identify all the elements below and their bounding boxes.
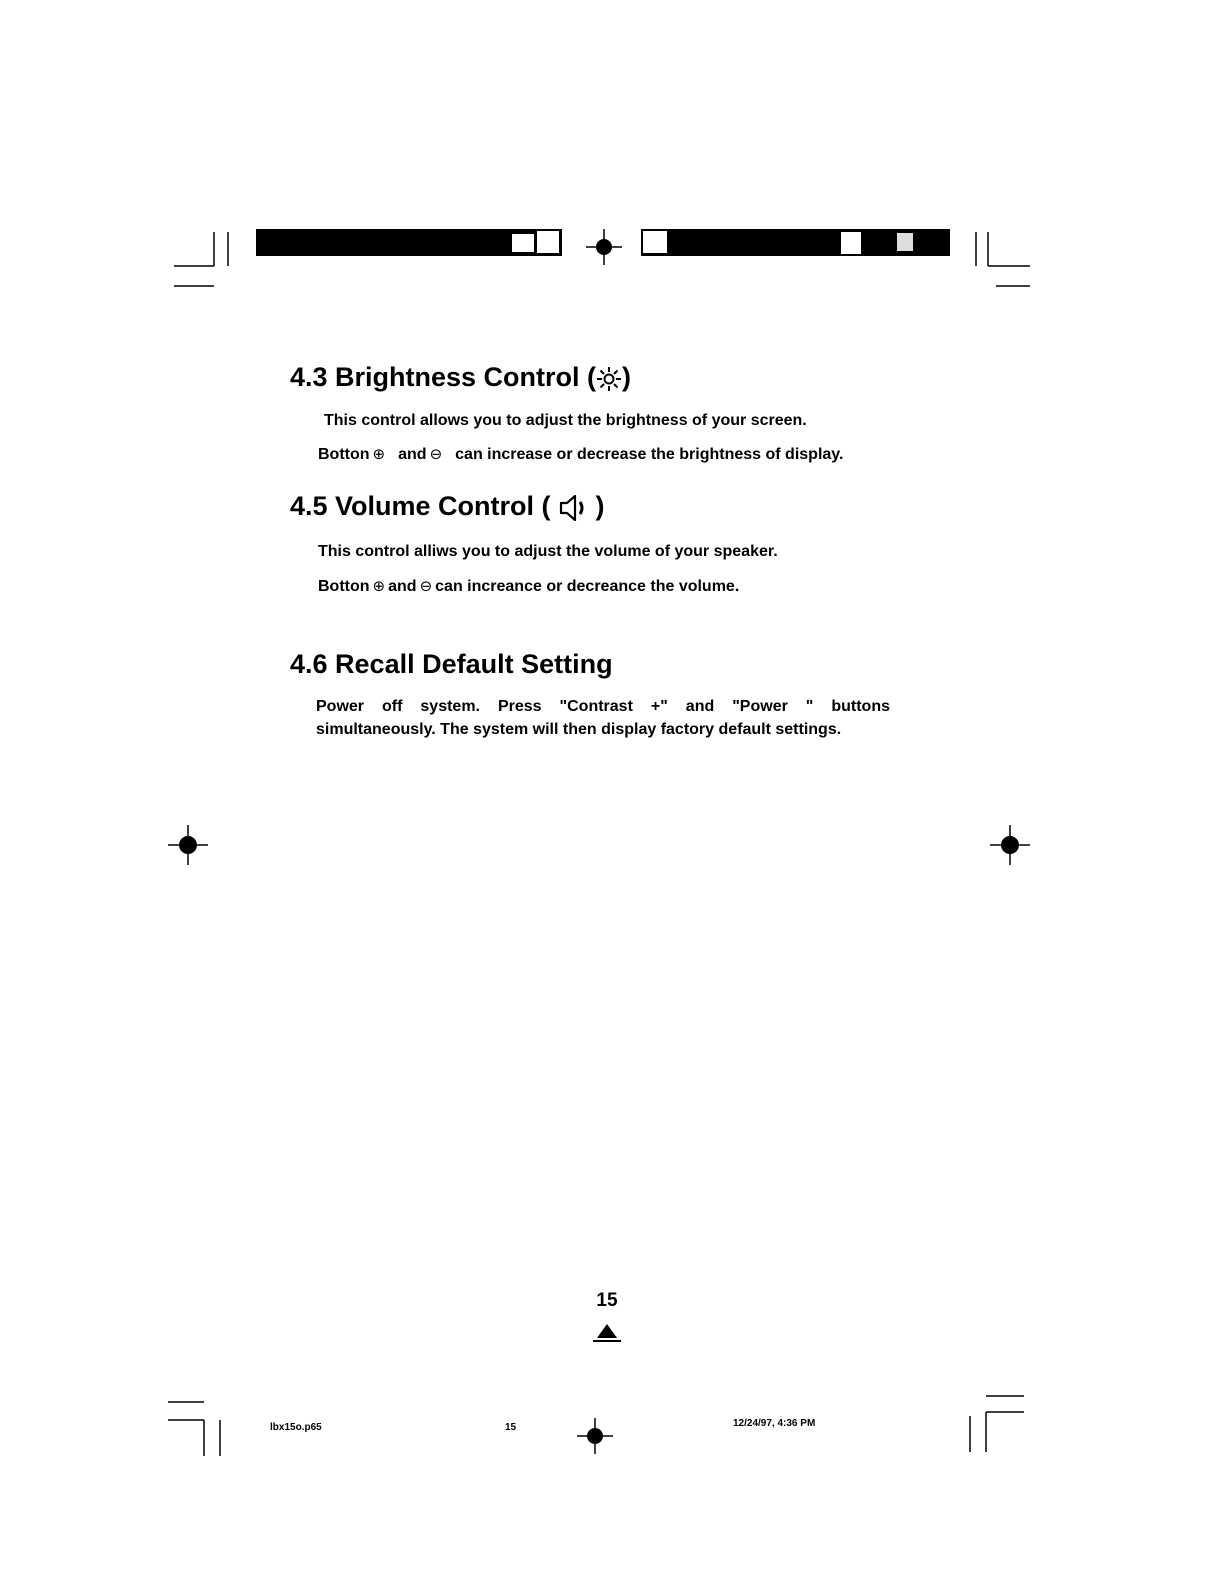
registration-mark-right-icon	[988, 823, 1032, 867]
registration-mark-bottom-icon	[575, 1416, 615, 1456]
botton-word: Botton	[318, 578, 370, 595]
footer-filename: lbx15o.p65	[270, 1422, 322, 1433]
heading-text: 4.6 Recall Default Setting	[290, 649, 613, 679]
and-word: and	[388, 578, 417, 595]
heading-open: (	[534, 491, 559, 521]
registration-mark-top-icon	[584, 227, 624, 267]
color-bar-right-icon	[641, 229, 950, 256]
botton-word: Botton	[318, 446, 370, 463]
heading-open: (	[579, 362, 597, 392]
speaker-icon	[558, 494, 588, 522]
crop-mark-top-left-icon	[170, 228, 240, 290]
heading-text: 4.5 Volume Control	[290, 491, 535, 521]
color-bar-left-icon	[256, 229, 562, 256]
crop-mark-bottom-right-icon	[962, 1392, 1028, 1458]
brightness-buttons-desc: can increase or decrease the brightness of display.	[455, 446, 844, 463]
brightness-description: This control allows you to adjust the brightness of your screen.	[324, 412, 807, 429]
crop-mark-bottom-left-icon	[164, 1396, 230, 1460]
volume-buttons-desc: can increance or decreance the volume.	[435, 578, 740, 595]
plus-circle-icon: ⊕	[372, 578, 386, 595]
heading-close: )	[622, 362, 632, 392]
section-heading-volume	[290, 491, 605, 522]
minus-circle-icon: ⊖	[419, 578, 433, 595]
volume-buttons-text	[318, 577, 739, 596]
footer-page: 15	[505, 1422, 517, 1433]
and-word: and	[398, 446, 427, 463]
section-heading-brightness	[290, 362, 631, 393]
page-number: 15	[596, 1290, 618, 1311]
volume-description: This control alliws you to adjust the volume of your speaker.	[318, 543, 778, 560]
heading-text: 4.3 Brightness Control	[290, 362, 580, 392]
crop-mark-top-right-icon	[972, 228, 1034, 290]
brightness-buttons-text	[318, 445, 843, 464]
section-heading-recall	[290, 649, 613, 680]
plus-circle-icon: ⊕	[372, 446, 386, 463]
registration-mark-left-icon	[166, 823, 210, 867]
triangle-underline	[593, 1340, 621, 1342]
heading-close: )	[588, 491, 605, 521]
sun-icon	[596, 366, 622, 392]
footer-timestamp: 12/24/97, 4:36 PM	[733, 1418, 816, 1429]
triangle-icon	[597, 1324, 617, 1338]
recall-description: Power off system. Press "Contrast +" and "Power " buttons simultaneously. The system will then display factory default settings.	[316, 698, 890, 738]
minus-circle-icon: ⊖	[429, 446, 443, 463]
